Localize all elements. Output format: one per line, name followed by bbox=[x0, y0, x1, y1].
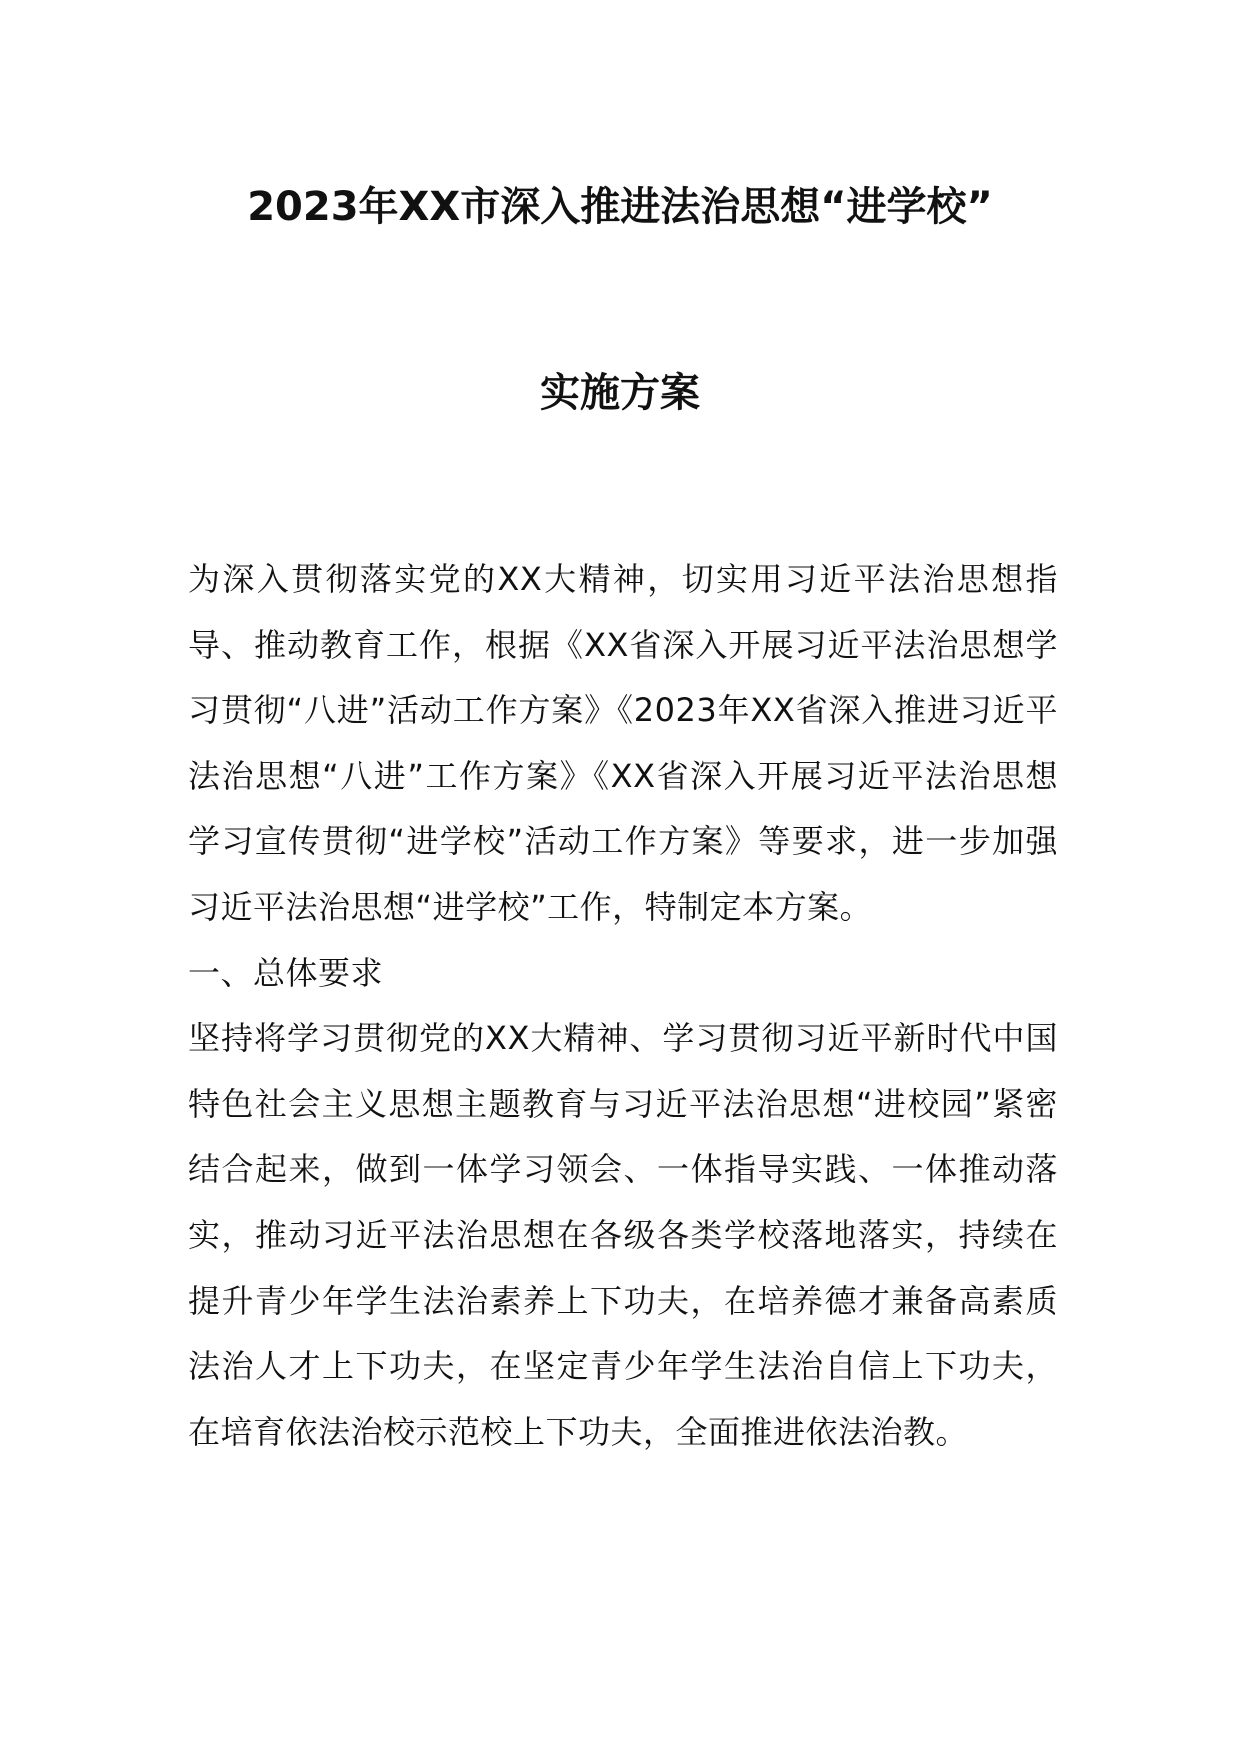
document-title-line-1: 2023年XX市深入推进法治思想“进学校” bbox=[247, 184, 993, 230]
document-body bbox=[188, 547, 1058, 1465]
intro-paragraph: 为深入贯彻落实党的XX大精神，切实用习近平法治思想指导、推动教育工作，根据《XX省深入开展习近平法治思想学习贯彻“八进”活动工作方案》《2023年XX省深入推进习近平法治思想“八进”工作方案》《XX省深入开展习近平法治思想学习宣传贯彻“进学校”活动工作方案》等要求，进一步加强习近平法治思想“进学校”工作，特制定本方案。 bbox=[188, 560, 1058, 926]
section-heading: 一、总体要求 bbox=[188, 953, 384, 992]
requirements-paragraph: 坚持将学习贯彻党的XX大精神、学习贯彻习近平新时代中国特色社会主义思想主题教育与习近平法治思想“进校园”紧密结合起来，做到一体学习领会、一体指导实践、一体推动落实，推动习近平法治思想在各级各类学校落地落实，持续在提升青少年学生法治素养上下功夫，在培养德才兼备高素质法治人才上下功夫，在坚定青少年学生法治自信上下功夫，在培育依法治校示范校上下功夫，全面推进依法治教。 bbox=[188, 1019, 1058, 1451]
document-title-line-2: 实施方案 bbox=[540, 370, 700, 416]
